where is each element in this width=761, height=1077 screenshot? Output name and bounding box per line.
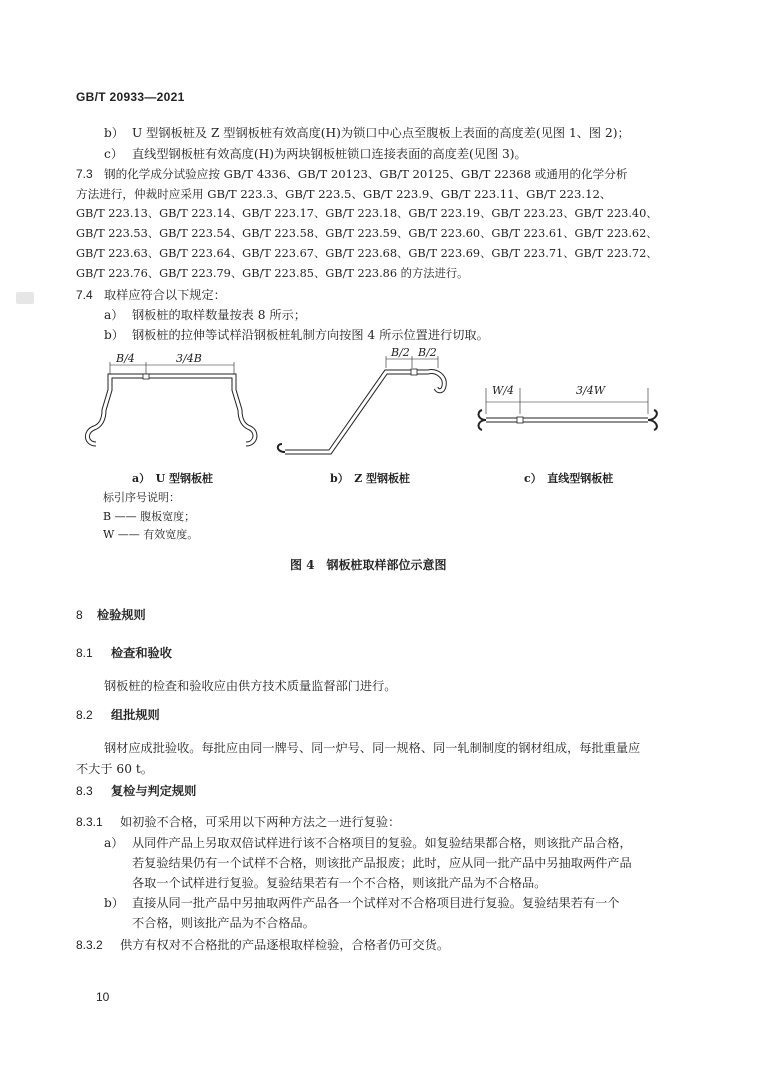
section-8-3-2-number: 8.3.2 xyxy=(76,938,103,952)
z-type-sheet-pile-drawing xyxy=(278,356,444,452)
section-7-3-line-5: GB/T 223.63、GB/T 223.64、GB/T 223.67、GB/T 223.68、GB/T 223.69、GB/T 223.71、GB/T 223.72、 xyxy=(76,247,658,260)
caption-z-type: b） Z 型钢板桩 xyxy=(330,472,411,485)
section-7-3-number: 7.3 xyxy=(76,167,93,181)
section-8-3-2-text: 供方有权对不合格批的产品逐根取样检验，合格者仍可交货。 xyxy=(120,938,450,952)
item-b-text: U 型钢板桩及 Z 型钢板桩有效高度(H)为锁口中心点至腹板上表面的高度差(见图 1、图 2)； xyxy=(132,126,630,140)
figure-4-title: 图 4 钢板桩取样部位示意图 xyxy=(290,558,447,572)
section-8-1-number: 8.1 xyxy=(76,646,93,660)
item-8-3-1-a-label: a） xyxy=(104,836,124,850)
section-8-3-title: 复检与判定规则 xyxy=(111,784,197,798)
section-8-1-text: 钢板桩的检查和验收应由供方技术质量监督部门进行。 xyxy=(104,679,397,693)
section-8-title: 检验规则 xyxy=(97,608,146,622)
item-7-4-b-text: 钢板桩的拉伸等试样沿钢板桩轧制方向按图 4 所示位置进行切取。 xyxy=(132,328,489,342)
item-8-3-1-a-line-1: 从同件产品上另取双倍试样进行该不合格项目的复验。如复验结果都合格，则该批产品合格， xyxy=(132,836,632,850)
section-7-3-line-1: 钢的化学成分试验应按 GB/T 4336、GB/T 20123、GB/T 20125、GB/T 22368 或通用的化学分析 xyxy=(104,167,628,181)
section-8-2-title: 组批规则 xyxy=(111,708,160,722)
standard-code: GB/T 20933—2021 xyxy=(76,90,185,104)
item-7-4-a-label: a） xyxy=(104,308,124,322)
u-dim-3-4b: 3/4B xyxy=(176,352,202,365)
section-7-3-line-6: GB/T 223.76、GB/T 223.79、GB/T 223.85、GB/T 223.86 的方法进行。 xyxy=(76,267,469,280)
section-8-1-title: 检查和验收 xyxy=(111,646,172,660)
page-number: 10 xyxy=(96,990,110,1004)
u-dim-b4: B/4 xyxy=(116,352,135,365)
section-8-3-1-text: 如初验不合格，可采用以下两种方法之一进行复验： xyxy=(120,815,401,829)
caption-straight: c） 直线型钢板桩 xyxy=(524,472,614,485)
item-8-3-1-b-label: b） xyxy=(104,896,124,910)
section-8-3-1-number: 8.3.1 xyxy=(76,815,103,829)
section-8-2-line-2: 不大于 60 t。 xyxy=(76,762,153,776)
straight-dim-w4: W/4 xyxy=(492,384,515,397)
item-c-text: 直线型钢板桩有效高度(H)为两块钢板桩锁口连接表面的高度差(见图 3)。 xyxy=(132,147,527,161)
section-8-number: 8 xyxy=(76,608,83,622)
legend-w: W —— 有效宽度。 xyxy=(103,528,199,541)
section-7-4-text: 取样应符合以下规定： xyxy=(104,288,226,302)
caption-u-type: a） U 型钢板桩 xyxy=(132,472,214,485)
legend-b: B —— 腹板宽度； xyxy=(103,510,196,523)
item-7-4-a-text: 钢板桩的取样数量按表 8 所示； xyxy=(132,308,306,322)
section-7-3-line-3: GB/T 223.13、GB/T 223.14、GB/T 223.17、GB/T 223.18、GB/T 223.19、GB/T 223.23、GB/T 223.40、 xyxy=(76,207,658,220)
legend-title: 标引序号说明： xyxy=(103,491,180,504)
item-8-3-1-a-line-3: 各取一个试样进行复验。复验结果若有一个不合格，则该批产品为不合格品。 xyxy=(132,876,547,890)
z-dim-b2-right: B/2 xyxy=(418,346,437,359)
section-8-2-number: 8.2 xyxy=(76,708,93,722)
u-type-sheet-pile-drawing xyxy=(87,362,255,444)
item-7-4-b-label: b） xyxy=(104,328,124,342)
section-8-2-line-1: 钢材应成批验收。每批应由同一牌号、同一炉号、同一规格、同一轧制制度的钢材组成，每批重量应 xyxy=(104,741,641,755)
straight-dim-3-4w: 3/4W xyxy=(576,384,606,397)
item-c-label: c） xyxy=(104,147,124,161)
section-7-3-line-2: 方法进行，仲裁时应采用 GB/T 223.3、GB/T 223.5、GB/T 223.9、GB/T 223.11、GB/T 223.12、 xyxy=(76,187,612,201)
item-b-label: b） xyxy=(104,126,124,140)
item-8-3-1-b-line-2: 不合格，则该批产品为不合格品。 xyxy=(132,916,315,930)
item-8-3-1-b-line-1: 直接从同一批产品中另抽取两件产品各一个试样对不合格项目进行复验。复验结果若有一个 xyxy=(132,896,620,910)
item-8-3-1-a-line-2: 若复验结果仍有一个试样不合格，则该批产品报废；此时，应从同一批产品中另抽取两件产品 xyxy=(132,856,632,870)
section-8-3-number: 8.3 xyxy=(76,784,93,798)
z-dim-b2-left: B/2 xyxy=(391,346,410,359)
section-7-3-line-4: GB/T 223.53、GB/T 223.54、GB/T 223.58、GB/T 223.59、GB/T 223.60、GB/T 223.61、GB/T 223.62、 xyxy=(76,227,658,240)
section-7-4-number: 7.4 xyxy=(76,288,93,302)
